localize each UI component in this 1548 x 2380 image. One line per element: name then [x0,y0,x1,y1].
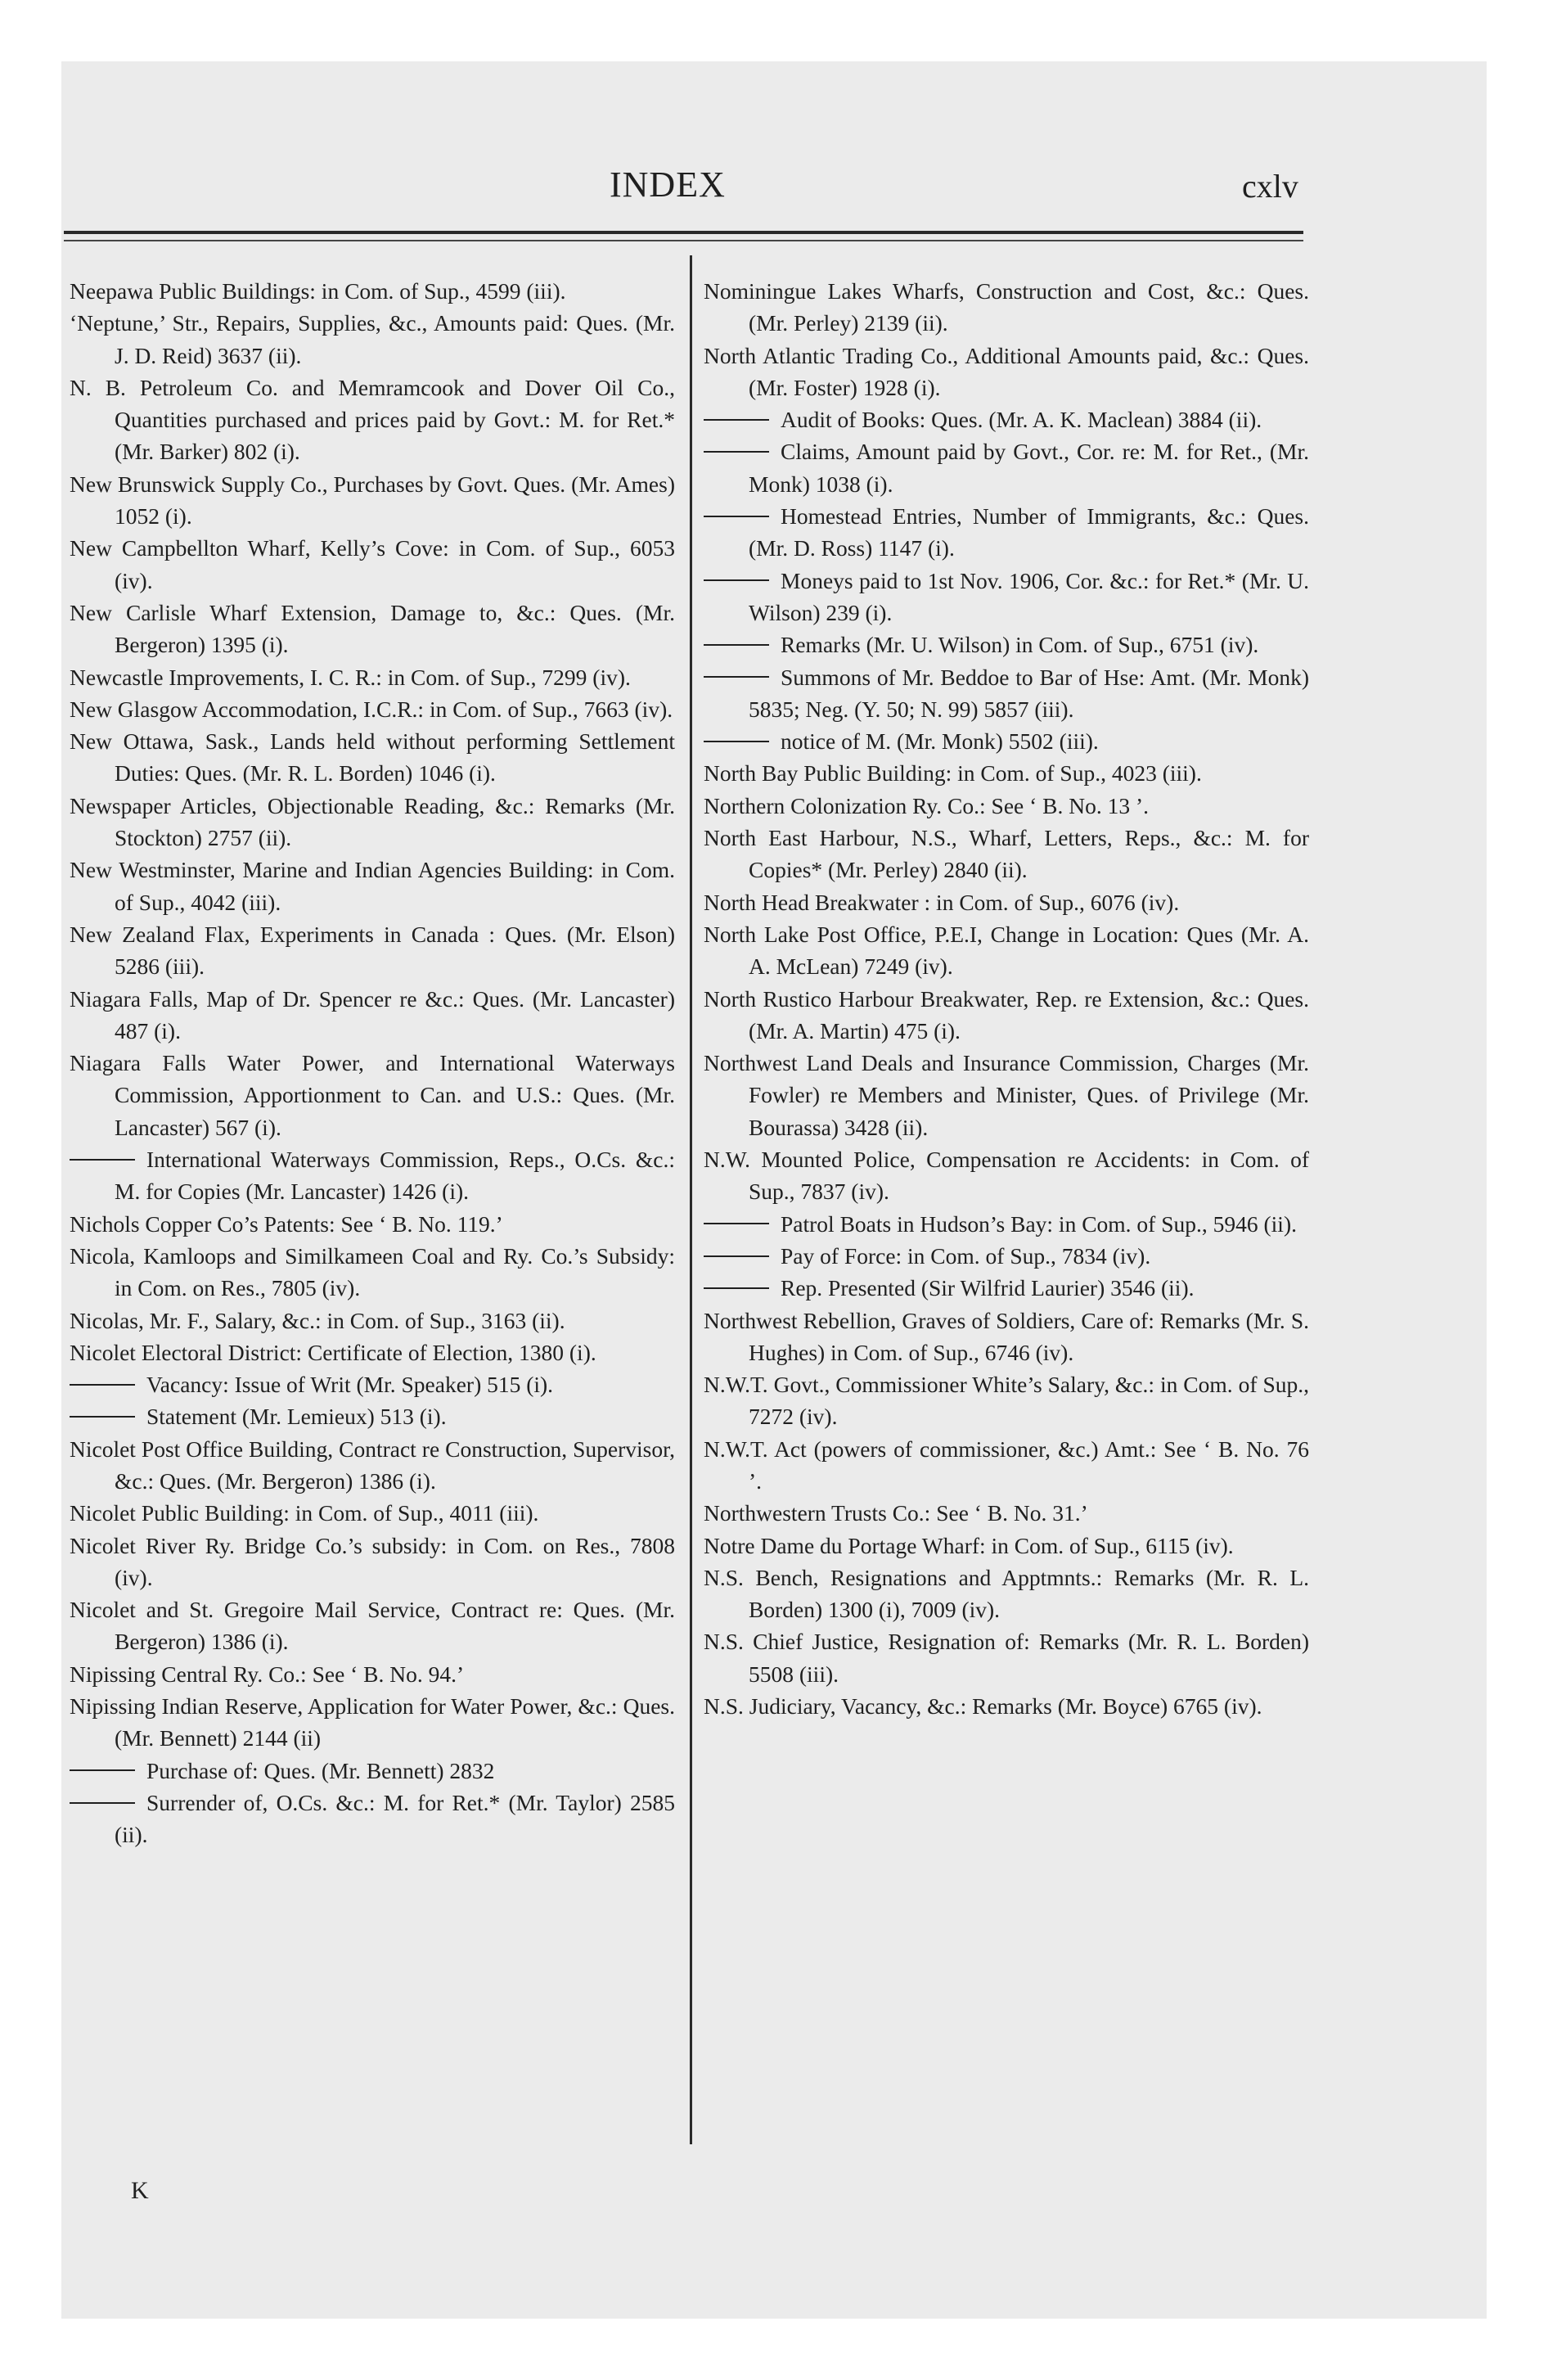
index-entry: ‘Neptune,’ Str., Repairs, Supplies, &c., Amounts paid: Ques. (Mr. J. D. Reid) 3637 (ii). [70,310,675,368]
index-entry: Neepawa Public Buildings: in Com. of Sup., 4599 (iii). [70,278,566,304]
signature-mark: K [131,2177,149,2204]
index-subentry: notice of M. (Mr. Monk) 5502 (iii). [704,725,1309,757]
index-subentry: Remarks (Mr. U. Wilson) in Com. of Sup., 6751 (iv). [704,629,1309,660]
index-subentry: Summons of Mr. Beddoe to Bar of Hse: Amt. (Mr. Monk) 5835; Neg. (Y. 50; N. 99) 5857 (iii). [704,661,1309,726]
index-entry: Newcastle Improvements, I. C. R.: in Com. of Sup., 7299 (iv). [70,664,631,690]
column-divider [690,255,692,2144]
index-entry: Northwest Land Deals and Insurance Commission, Charges (Mr. Fowler) re Members and Minister, Ques. of Privilege (Mr. Bourassa) 3428 (ii). [704,1050,1309,1140]
index-entry: Notre Dame du Portage Wharf: in Com. of Sup., 6115 (iv). [704,1532,1234,1558]
index-entry: Northwestern Trusts Co.: See ‘ B. No. 31.’ [704,1500,1088,1526]
index-subentry: Audit of Books: Ques. (Mr. A. K. Maclean) 3884 (ii). [704,403,1309,435]
index-entry: N.W.T. Govt., Commissioner White’s Salary, &c.: in Com. of Sup., 7272 (iv). [704,1372,1309,1430]
index-entry: New Westminster, Marine and Indian Agencies Building: in Com. of Sup., 4042 (iii). [70,857,675,915]
index-entry: N.S. Judiciary, Vacancy, &c.: Remarks (Mr. Boyce) 6765 (iv). [704,1693,1262,1720]
index-subentry: Vacancy: Issue of Writ (Mr. Speaker) 515 (i). [70,1368,675,1400]
index-entry: Nicolet River Ry. Bridge Co.’s subsidy: in Com. on Res., 7808 (iv). [70,1532,675,1590]
index-entry: Nicolet Electoral District: Certificate of Election, 1380 (i). [70,1339,596,1365]
index-entry: N.S. Chief Justice, Resignation of: Remarks (Mr. R. L. Borden) 5508 (iii). [704,1629,1309,1687]
index-subentry: Statement (Mr. Lemieux) 513 (i). [70,1400,675,1432]
index-entry: Nicolas, Mr. F., Salary, &c.: in Com. of Sup., 3163 (ii). [70,1307,565,1333]
index-entry: Nichols Copper Co’s Patents: See ‘ B. No. 119.’ [70,1210,503,1237]
index-entry: N.W.T. Act (powers of commissioner, &c.) Amt.: See ‘ B. No. 76 ’. [704,1436,1309,1494]
index-entry: Nominingue Lakes Wharfs, Construction and Cost, &c.: Ques. (Mr. Perley) 2139 (ii). [704,278,1309,336]
index-entry: New Brunswick Supply Co., Purchases by Govt. Ques. (Mr. Ames) 1052 (i). [70,471,675,530]
index-subentry: Homestead Entries, Number of Immigrants, &c.: Ques. (Mr. D. Ross) 1147 (i). [704,500,1309,565]
index-entry: Northern Colonization Ry. Co.: See ‘ B. No. 13 ’. [704,792,1149,818]
index-entry: Northwest Rebellion, Graves of Soldiers, Care of: Remarks (Mr. S. Hughes) in Com. of Sup., 6746 (iv). [704,1307,1309,1365]
index-entry: Nicolet Public Building: in Com. of Sup., 4011 (iii). [70,1500,539,1526]
index-entry: N. B. Petroleum Co. and Memramcook and Dover Oil Co., Quantities purchased and prices paid by Govt.: M. for Ret.* (Mr. Barker) 802 (i). [70,374,675,465]
index-subentry: Purchase of: Ques. (Mr. Bennett) 2832 [70,1755,675,1787]
index-entry: Nicolet Post Office Building, Contract re Construction, Supervisor, &c.: Ques. (Mr. Bergeron) 1386 (i). [70,1436,675,1494]
header-rule-thick [64,231,1303,234]
index-entry: New Ottawa, Sask., Lands held without performing Settlement Duties: Ques. (Mr. R. L. Borden) 1046 (i). [70,728,675,787]
index-entry: North Rustico Harbour Breakwater, Rep. re Extension, &c.: Ques. (Mr. A. Martin) 475 (i). [704,985,1309,1044]
right-column [704,275,1309,1722]
index-entry: North East Harbour, N.S., Wharf, Letters, Reps., &c.: M. for Copies* (Mr. Perley) 2840 (ii). [704,825,1309,883]
index-entry: New Carlisle Wharf Extension, Damage to, &c.: Ques. (Mr. Bergeron) 1395 (i). [70,599,675,658]
page-number: cxlv [1242,168,1298,205]
index-subentry: Moneys paid to 1st Nov. 1906, Cor. &c.: for Ret.* (Mr. U. Wilson) 239 (i). [704,565,1309,629]
index-entry: Nipissing Indian Reserve, Application for Water Power, &c.: Ques. (Mr. Bennett) 2144 (ii) [70,1693,675,1751]
index-subentry: Surrender of, O.Cs. &c.: M. for Ret.* (Mr. Taylor) 2585 (ii). [70,1787,675,1851]
index-entry: Nipissing Central Ry. Co.: See ‘ B. No. 94.’ [70,1661,465,1687]
index-entry: New Campbellton Wharf, Kelly’s Cove: in Com. of Sup., 6053 (iv). [70,535,675,593]
index-entry: Niagara Falls, Map of Dr. Spencer re &c.: Ques. (Mr. Lancaster) 487 (i). [70,985,675,1044]
index-entry: North Atlantic Trading Co., Additional Amounts paid, &c.: Ques. (Mr. Foster) 1928 (i). [704,342,1309,400]
page-title: INDEX [610,165,726,205]
index-entry: North Head Breakwater : in Com. of Sup., 6076 (iv). [704,889,1180,915]
index-subentry: Claims, Amount paid by Govt., Cor. re: M. for Ret., (Mr. Monk) 1038 (i). [704,435,1309,500]
index-entry: Niagara Falls Water Power, and International Waterways Commission, Apportionment to Can. and U.S.: Ques. (Mr. Lancaster) 567 (i). [70,1050,675,1140]
index-subentry: Pay of Force: in Com. of Sup., 7834 (iv). [704,1240,1309,1272]
index-entry: N.W. Mounted Police, Compensation re Accidents: in Com. of Sup., 7837 (iv). [704,1147,1309,1205]
header-rule-thin [64,240,1303,241]
index-subentry: Rep. Presented (Sir Wilfrid Laurier) 3546 (ii). [704,1272,1309,1304]
index-entry: N.S. Bench, Resignations and Apptmnts.: Remarks (Mr. R. L. Borden) 1300 (i), 7009 (iv). [704,1564,1309,1623]
index-entry: New Zealand Flax, Experiments in Canada : Ques. (Mr. Elson) 5286 (iii). [70,921,675,980]
index-subentry: Patrol Boats in Hudson’s Bay: in Com. of Sup., 5946 (ii). [704,1208,1309,1240]
index-subentry: International Waterways Commission, Reps., O.Cs. &c.: M. for Copies (Mr. Lancaster) 1426 (i). [70,1143,675,1208]
index-entry: North Lake Post Office, P.E.I, Change in Location: Ques (Mr. A. A. McLean) 7249 (iv). [704,921,1309,980]
index-entry: Nicola, Kamloops and Similkameen Coal and Ry. Co.’s Subsidy: in Com. on Res., 7805 (iv). [70,1242,675,1301]
left-column [70,275,675,1851]
index-entry: Nicolet and St. Gregoire Mail Service, Contract re: Ques. (Mr. Bergeron) 1386 (i). [70,1597,675,1655]
index-entry: North Bay Public Building: in Com. of Sup., 4023 (iii). [704,760,1202,787]
index-entry: Newspaper Articles, Objectionable Reading, &c.: Remarks (Mr. Stockton) 2757 (ii). [70,792,675,851]
index-entry: New Glasgow Accommodation, I.C.R.: in Com. of Sup., 7663 (iv). [70,696,673,722]
